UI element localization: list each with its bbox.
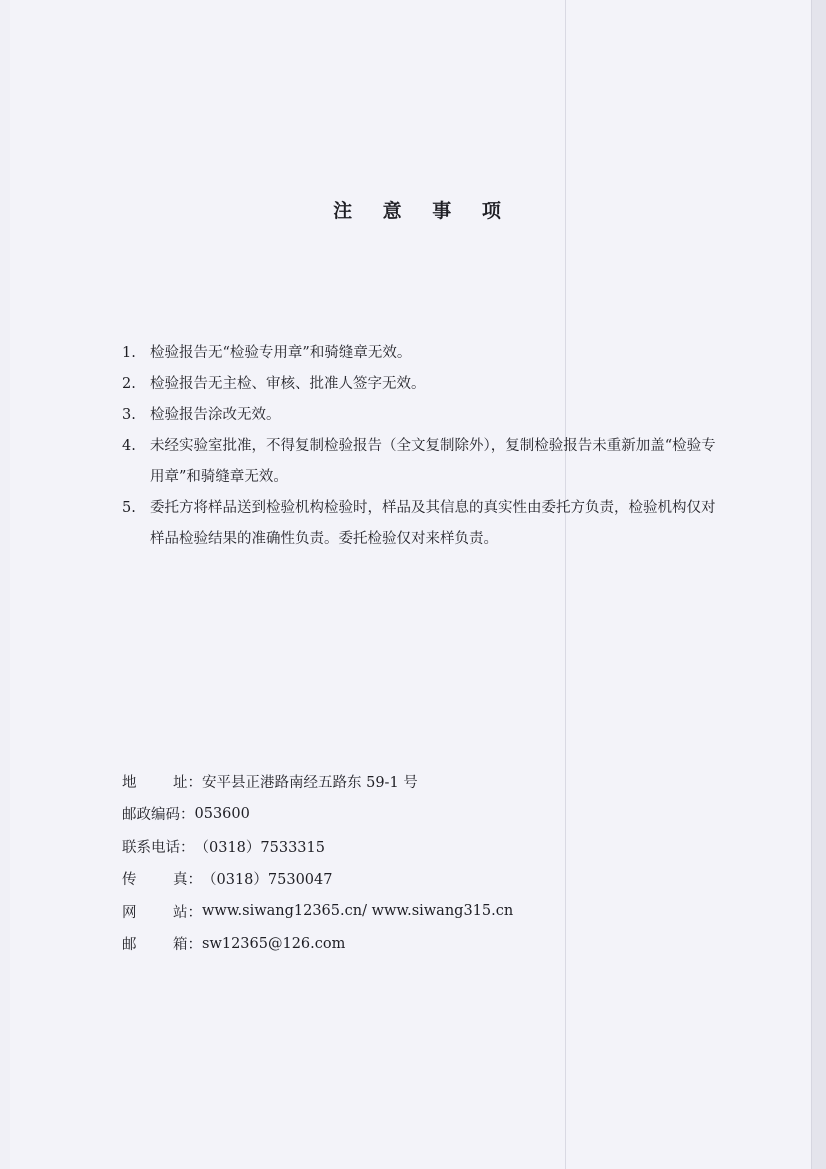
- list-item-text: 检验报告无“检验专用章”和骑缝章无效。: [150, 345, 412, 361]
- fax-row: [122, 863, 622, 896]
- website-label-first: 网: [122, 904, 137, 921]
- address-label-first: 地: [122, 774, 137, 791]
- page-title: 注 意 事 项: [333, 200, 513, 222]
- postcode-row: [122, 798, 622, 831]
- list-item: [122, 431, 722, 493]
- fax-value: （0318）7530047: [202, 872, 333, 889]
- address-label: [122, 771, 202, 792]
- list-item-number: 1.: [122, 345, 136, 361]
- fax-label: [122, 868, 202, 889]
- list-item-number: 4.: [122, 438, 136, 454]
- scan-right-edge: [811, 0, 826, 1169]
- postcode-label: 邮政编码：: [122, 807, 195, 824]
- email-label-first: 邮: [122, 937, 137, 954]
- list-item: [122, 338, 722, 369]
- list-item: [122, 493, 722, 555]
- scan-left-edge: [0, 0, 10, 1169]
- website-label: [122, 901, 202, 922]
- email-row: [122, 928, 622, 961]
- list-item-number: 2.: [122, 376, 136, 392]
- phone-row: [122, 830, 622, 863]
- email-label-second: 箱：: [173, 937, 202, 954]
- fax-label-first: 传: [122, 872, 137, 889]
- postcode-value: 053600: [194, 805, 250, 822]
- list-item: [122, 400, 722, 431]
- address-value: 安平县正港路南经五路东 59-1 号: [202, 774, 418, 791]
- fax-label-second: 真：: [173, 872, 202, 889]
- list-item-number: 5.: [122, 500, 136, 516]
- list-item-text: 检验报告涂改无效。: [150, 407, 281, 423]
- address-label-second: 址：: [173, 774, 202, 791]
- list-item: [122, 369, 722, 400]
- website-value: www.siwang12365.cn/ www.siwang315.cn: [202, 903, 514, 920]
- notice-list: [122, 338, 722, 555]
- website-label-second: 站：: [173, 904, 202, 921]
- list-item-number: 3.: [122, 407, 136, 423]
- phone-label: 联系电话：: [122, 839, 195, 856]
- website-row: [122, 895, 622, 928]
- list-item-text: 检验报告无主检、审核、批准人签字无效。: [150, 376, 426, 392]
- phone-value: （0318）7533315: [194, 839, 325, 856]
- scan-fold-line: [565, 0, 566, 1169]
- list-item-text: 未经实验室批准，不得复制检验报告（全文复制除外），复制检验报告未重新加盖“检验专用章”和骑缝章无效。: [150, 438, 716, 485]
- email-value: sw12365@126.com: [202, 935, 346, 952]
- list-item-text: 委托方将样品送到检验机构检验时，样品及其信息的真实性由委托方负责，检验机构仅对样品检验结果的准确性负责。委托检验仅对来样负责。: [150, 500, 716, 547]
- email-label: [122, 933, 202, 954]
- contact-info: [122, 765, 622, 960]
- address-row: [122, 765, 622, 798]
